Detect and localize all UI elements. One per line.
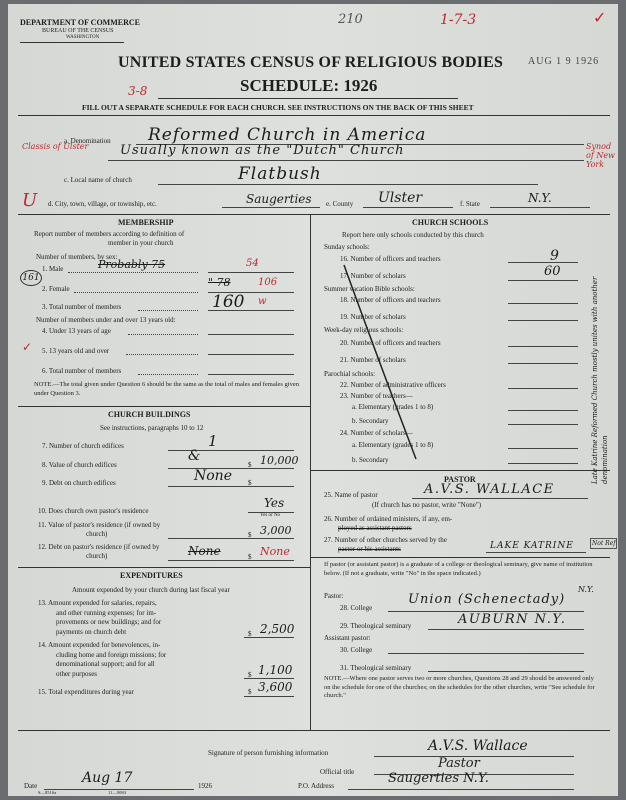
q16-label: 16. Number of officers and teachers bbox=[340, 255, 441, 263]
owns-residence-value: Yes bbox=[264, 496, 285, 510]
pastor-name-value: A.V.S. WALLACE bbox=[424, 482, 555, 497]
county-value: Ulster bbox=[378, 190, 423, 206]
male-value: Probably 75 bbox=[98, 258, 166, 271]
q17-label: 17. Number of scholars bbox=[340, 272, 406, 280]
female-label: 2. Female bbox=[42, 285, 70, 293]
circled-note: 161 bbox=[20, 270, 42, 286]
college-label: 28. College bbox=[340, 604, 373, 612]
residence-debt-value: None bbox=[188, 544, 221, 558]
po-address-value: Saugerties N.Y. bbox=[388, 771, 489, 786]
date-label: Date bbox=[24, 782, 38, 790]
bureau-name: BUREAU OF THE CENSUS bbox=[42, 28, 114, 34]
edifice-debt-value: None bbox=[194, 468, 232, 484]
local-name-value: Flatbush bbox=[238, 164, 322, 184]
official-title-label: Official title bbox=[320, 768, 355, 776]
print-number: 11—9084 bbox=[108, 790, 126, 795]
total-members-6-label: 6. Total number of members bbox=[42, 367, 122, 375]
edifice-value: 10,000 bbox=[260, 454, 299, 467]
owns-residence-label: 10. Does church own pastor's residence bbox=[38, 507, 149, 515]
instructions-banner: FILL OUT A SEPARATE SCHEDULE FOR EACH CHURCH. SEE INSTRUCTIONS ON THE BACK OF THIS SHEET bbox=[82, 103, 474, 112]
residence-value: 3,000 bbox=[260, 524, 292, 537]
schools-title: CHURCH SCHOOLS bbox=[412, 218, 489, 227]
female-corrected: 106 bbox=[258, 277, 278, 288]
q26-label-2: ployed as assistant pastors bbox=[338, 524, 412, 532]
residence-debt-label: 12. Debt on pastor's residence (if owned by bbox=[38, 543, 160, 551]
asst-seminary-label: 31. Theological seminary bbox=[340, 664, 412, 672]
buildings-title: CHURCH BUILDINGS bbox=[108, 410, 191, 419]
membership-intro-2: member in your church bbox=[108, 239, 174, 247]
membership-intro: Report number of members according to definition of bbox=[34, 230, 185, 238]
members-by-sex-label: Number of members, by sex: bbox=[36, 253, 118, 261]
classis-note: Classis of Ulster bbox=[22, 142, 89, 151]
membership-title: MEMBERSHIP bbox=[118, 218, 174, 227]
total-members-value: 160 bbox=[212, 292, 245, 312]
q22-label: 22. Number of administrative officers bbox=[340, 381, 446, 389]
year-value: 1926 bbox=[198, 782, 212, 790]
male-label: 1. Male bbox=[42, 265, 64, 273]
age-label: Number of members under and over 13 years old: bbox=[36, 316, 176, 324]
pastor-name-hint: (If church has no pastor, write "None") bbox=[372, 501, 482, 509]
edifices-value: 1 bbox=[208, 432, 218, 450]
college-value: Union (Schenectady) bbox=[408, 592, 566, 607]
q24b-label: b. Secondary bbox=[352, 456, 389, 464]
schools-side-note: Late Katrine Reformed Church mostly unites with another denomination bbox=[591, 276, 609, 484]
q15-value: 3,600 bbox=[258, 680, 293, 694]
edifice-value-label: 8. Value of church edifices bbox=[42, 461, 117, 469]
summer-label: Summer vacation Bible schools: bbox=[324, 285, 415, 293]
q23b-label: b. Secondary bbox=[352, 417, 389, 425]
parochial-label: Parochial schools: bbox=[324, 370, 376, 378]
received-date-stamp: AUG 1 9 1926 bbox=[528, 56, 600, 67]
census-schedule-sheet: DEPARTMENT OF COMMERCE BUREAU OF THE CENSUS WASHINGTON 210 1-7-3 ✓ AUG 1 9 1926 UNITED STATES CENSUS OF RELIGIOUS BODIES SCHEDULE: 1926 3-8 FILL OUT A SEPARATE SCHEDULE FOR EACH CHURCH. SEE INSTRUCTIONS ON THE BACK OF THIS SHEET a. Denomination Reformed Church in America Usually known as the "Dutch" Church Classis of Ulster Synod of New York c. Local name of church Flatbush U d. City, town, village, or township, etc. Saugerties e. County Ulster f. State N.Y. MEMBERSHIP Report number of members according to definition of member in your church Number of members, by sex: 161 1. Male Probably 75 54 2. Female " 78 106 3. Total number of members 160 w Number of members under and over 13 years old: 4. Under 13 years of age ✓ 5. 13 years old and over 6. Total number of members NOTE.—The total given under Question 6 should be the same as the total of males and females given under Question 3. CHURCH BUILDINGS See instructions, paragraphs 10 to 12 7. Number of church edifices 1 8. Value of church edifices $ 10,000 & 9. Debt on church edifices $ None 10. Does church own pastor's residence Yes Yes or No 11. Value of pastor's residence (if owned by church) $ 3,000 12. Debt on pastor's residence (if owned by church) $ None None EXPENDITURES Amount expended by your church during last fiscal year 13. Amount expended for salaries, repairs, and other running expenses; for im- provements or new buildings; and for payments on church debt $ 2,500 14. Amount expended for benevolences, in- cluding home and foreign missions; for denominational support; and for all other purposes $ 1,100 15. Total expenditures during year $ 3,600 CHURCH SCHOOLS Report here only schools conducted by this church Sunday schools: 16. Number of officers and teachers 9 17. Number of scholars 60 Summer vacation Bible schools: 18. Number of officers and teachers 19. Number of scholars Week-day religious schools: 20. Number of officers and teachers 21. Number of scholars Parochial schools: 22. Number of administrative officers 23. Number of teachers— a. Elementary (grades 1 to 8) b. Secondary 24. Number of scholars— a. Elementary (grades 1 to 8) b. Secondary Late Katrine Reformed Church mostly unites with another denomination PASTOR 25. Name of pastor A.V.S. WALLACE (If church has no pastor, write "None") 26. Number of ordained ministers, if any, em- ployed as assistant pastors 27. Number of other churches served by the pastor or his assistants LAKE KATRINE Not Ref If pastor (or assistant pastor) is a graduate of a college or theological seminary, give name of institution below. (If not a graduate, write "No" in the space indicated.) Pastor: 28. College Union (Schenectady) N.Y. 29. Theological seminary AUBURN N.Y. Assistant pastor: 30. College 31. Theological seminary NOTE.—Where one pastor serves two or more churches, Questions 28 and 29 should be answered only on the schedule for one of the churches; on the schedules for the other churches, write "See schedule for church." Signature of person furnishing information A.V.S. Wallace Official title Pastor Date Aug 17 1926 P.O. Address Saugerties N.Y. S—851Sa 11—9084 bbox=[8, 4, 618, 796]
state-value: N.Y. bbox=[528, 191, 552, 205]
under-13-label: 4. Under 13 years of age bbox=[42, 327, 111, 335]
q17-value: 60 bbox=[544, 264, 561, 279]
expenditures-title: EXPENDITURES bbox=[120, 571, 183, 580]
total-members-mark: w bbox=[258, 296, 267, 307]
q23a-label: a. Elementary (grades 1 to 8) bbox=[352, 403, 434, 411]
pastor-name-label: 25. Name of pastor bbox=[324, 491, 378, 499]
pastor-note: NOTE.—Where one pastor serves two or more churches, Questions 28 and 29 should be answered only on the schedule for one of the churches; on the schedules for the other churches, write "See schedule for church." bbox=[324, 675, 595, 699]
residence-debt-corrected: None bbox=[260, 545, 290, 558]
graduate-note: If pastor (or assistant pastor) is a graduate of a college or theological seminary, give name of institution below. (If not a graduate, write "No" in the space indicated.) bbox=[324, 561, 593, 577]
q20-label: 20. Number of officers and teachers bbox=[340, 339, 441, 347]
po-address-label: P.O. Address bbox=[298, 782, 334, 790]
city-label: d. City, town, village, or township, etc. bbox=[48, 200, 157, 208]
form-number: S—851Sa bbox=[38, 790, 57, 795]
buildings-sub: See instructions, paragraphs 10 to 12 bbox=[100, 424, 204, 432]
denomination-value: Reformed Church in America bbox=[148, 125, 427, 145]
corner-code: 1-7-3 bbox=[440, 12, 477, 28]
college-state: N.Y. bbox=[578, 585, 594, 594]
pastor-title: PASTOR bbox=[444, 475, 476, 484]
schools-intro: Report here only schools conducted by this church bbox=[342, 231, 484, 239]
q14-value: 1,100 bbox=[258, 663, 293, 677]
not-ref-note: Not Ref bbox=[592, 540, 616, 547]
sunday-label: Sunday schools: bbox=[324, 243, 370, 251]
assistant-label: Assistant pastor: bbox=[324, 634, 371, 642]
over-13-label: 5. 13 years old and over bbox=[42, 347, 110, 355]
q24a-label: a. Elementary (grades 1 to 8) bbox=[352, 441, 434, 449]
male-corrected: 54 bbox=[246, 258, 259, 269]
q15-label: 15. Total expenditures during year bbox=[38, 688, 134, 696]
denomination-value-note: Usually known as the "Dutch" Church bbox=[120, 143, 405, 158]
q24-label: 24. Number of scholars— bbox=[340, 429, 413, 437]
department-name: DEPARTMENT OF COMMERCE bbox=[20, 18, 141, 27]
yes-no-hint: Yes or No bbox=[260, 513, 281, 518]
check-mark-icon: ✓ bbox=[593, 10, 607, 27]
q21-label: 21. Number of scholars bbox=[340, 356, 406, 364]
county-label: e. County bbox=[326, 200, 354, 208]
local-name-label: c. Local name of church bbox=[64, 176, 132, 184]
q13-label: 13. Amount expended for salaries, repairs, and other running expenses; for im- provements or new buildings; and for payments on church debt bbox=[38, 599, 162, 636]
q27-value: LAKE KATRINE bbox=[490, 541, 574, 551]
strike-line bbox=[338, 259, 428, 469]
official-title-value: Pastor bbox=[438, 756, 480, 771]
q27-label: 27. Number of other churches served by the bbox=[324, 536, 447, 544]
residence-debt-label-2: church) bbox=[86, 552, 108, 560]
expenditures-sub: Amount expended by your church during last fiscal year bbox=[72, 586, 230, 594]
seminary-value: AUBURN N.Y. bbox=[458, 612, 567, 627]
signature-value: A.V.S. Wallace bbox=[428, 738, 528, 754]
stamp-number: 210 bbox=[338, 12, 363, 27]
residence-value-label-2: church) bbox=[86, 530, 108, 538]
schedule-title: SCHEDULE: 1926 bbox=[240, 76, 378, 95]
margin-mark: U bbox=[22, 190, 38, 211]
q14-label: 14. Amount expended for benevolences, in- cluding home and foreign missions; for denominational support; and for all other purposes bbox=[38, 641, 167, 678]
q26-label: 26. Number of ordained ministers, if any, em- bbox=[324, 515, 453, 523]
asst-college-label: 30. College bbox=[340, 646, 373, 654]
q27-label-2: pastor or his assistants bbox=[338, 545, 401, 553]
city-value: Saugerties bbox=[246, 192, 312, 206]
city-name: WASHINGTON bbox=[66, 35, 100, 40]
schedule-code: 3-8 bbox=[128, 84, 148, 98]
denomination-label: a. Denomination bbox=[64, 137, 111, 145]
female-value: " 78 bbox=[208, 276, 231, 289]
edifices-label: 7. Number of church edifices bbox=[42, 442, 124, 450]
q18-label: 18. Number of officers and teachers bbox=[340, 296, 441, 304]
total-members-label: 3. Total number of members bbox=[42, 303, 122, 311]
check-mark-icon: ✓ bbox=[22, 340, 33, 354]
edifice-debt-label: 9. Debt on church edifices bbox=[42, 479, 116, 487]
q23-label: 23. Number of teachers— bbox=[340, 392, 413, 400]
weekday-label: Week-day religious schools: bbox=[324, 326, 404, 334]
document-title: UNITED STATES CENSUS OF RELIGIOUS BODIES bbox=[118, 54, 504, 71]
signature-label: Signature of person furnishing information bbox=[208, 749, 329, 757]
state-label: f. State bbox=[460, 200, 480, 208]
q16-value: 9 bbox=[550, 248, 559, 264]
pastor-label: Pastor: bbox=[324, 592, 344, 600]
q13-value: 2,500 bbox=[260, 622, 295, 636]
synod-note: Synod of New York bbox=[586, 142, 615, 169]
date-value: Aug 17 bbox=[82, 770, 133, 786]
seminary-label: 29. Theological seminary bbox=[340, 622, 412, 630]
residence-value-label: 11. Value of pastor's residence (if owned by bbox=[38, 521, 161, 529]
membership-note: NOTE.—The total given under Question 6 should be the same as the total of males and females given under Question 3. bbox=[34, 381, 299, 397]
q19-label: 19. Number of scholars bbox=[340, 313, 406, 321]
